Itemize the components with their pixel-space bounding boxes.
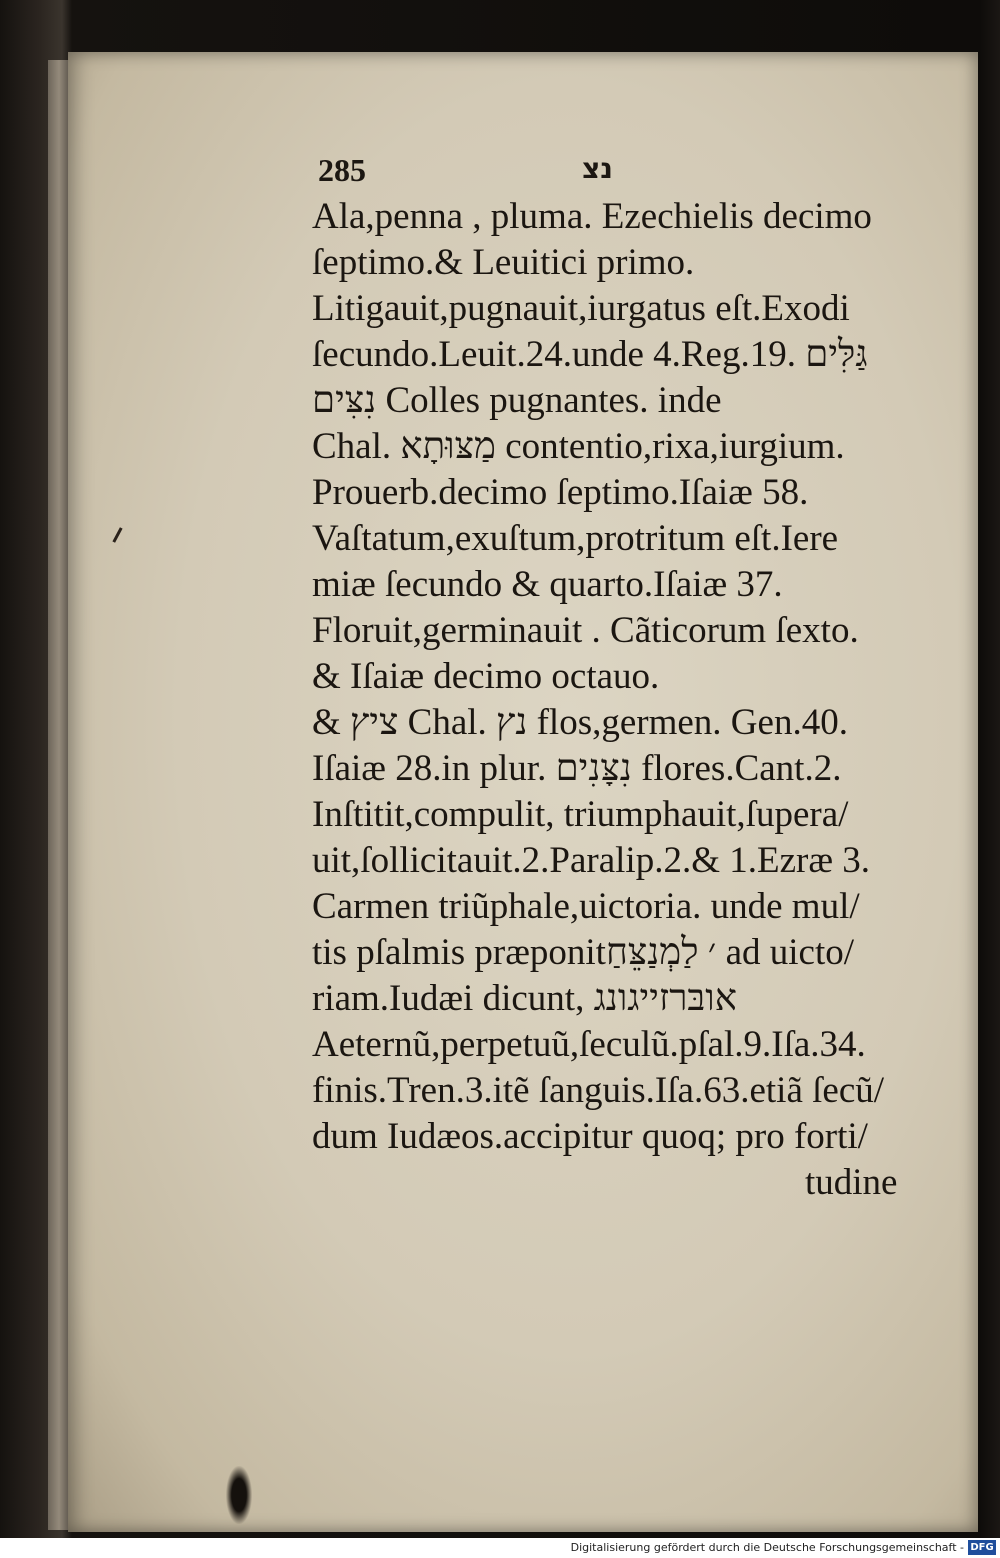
entry-text: Chal. מַצּוּתָא contentio,rixa,iurgium.	[312, 426, 845, 467]
entry-text: finis.Tren.3.itẽ ſanguis.Iſa.63.etiã ſecũ/	[312, 1070, 885, 1111]
entry-text: & Iſaiæ decimo octauo.	[312, 656, 660, 697]
entry-text: riam.Iudæi dicunt, אובּרזייגונג	[312, 978, 737, 1019]
dfg-logo-icon: DFG	[968, 1540, 996, 1555]
entry-text: Aeternũ,perpetuũ,ſeculũ.pſal.9.Iſa.34.	[312, 1024, 866, 1065]
entry-text: ſecundo.Leuit.24.unde 4.Reg.19. גַּלִּים	[312, 334, 868, 375]
entry-text: Ala,penna , pluma. Ezechielis decimo	[312, 196, 872, 237]
entry-text: Iſaiæ 28.in plur. נִצָּנִים flores.Cant.2.	[312, 748, 842, 789]
entry-text: Vaſtatum,exuſtum,protritum eſt.Iere	[312, 518, 839, 559]
entry-text: ſeptimo.& Leuitici primo.	[312, 242, 695, 283]
entry-text: Inſtitit,compulit, triumphauit,ſupera/	[312, 794, 849, 835]
ink-blot	[226, 1466, 252, 1524]
entry-text: נִצִּים Colles pugnantes. inde	[312, 380, 722, 421]
entry-text: Prouerb.decimo ſeptimo.Iſaiæ 58.	[312, 472, 809, 513]
entry-text: miæ ſecundo & quarto.Iſaiæ 37.	[312, 564, 783, 605]
entry-text: Litigauit,pugnauit,iurgatus eſt.Exodi	[312, 288, 850, 329]
page-edge	[48, 60, 70, 1530]
entry-text: Floruit,germinauit . Cãticorum ſexto.	[312, 610, 859, 651]
entry-text: Carmen triũphale,uictoria. unde mul/	[312, 886, 860, 927]
entry-text: tis pſalmis præponit׳ לַמְנַצֵּחַ ad uicto/	[312, 932, 855, 973]
entry-text: dum Iudæos.accipitur quoq; pro forti/	[312, 1116, 868, 1157]
digitization-footer	[0, 1538, 1000, 1558]
page-header	[0, 152, 1000, 192]
page-number: 285	[318, 152, 366, 188]
running-head: נצ	[582, 152, 613, 185]
catchword: tudine	[805, 1162, 898, 1203]
entry-text: uit,ſollicitauit.2.Paralip.2.& 1.Ezræ 3.	[312, 840, 870, 881]
funding-credit: Digitalisierung gefördert durch die Deutsche Forschungsgemeinschaft -	[570, 1541, 964, 1554]
entry-text: & ציץ Chal. נץ flos,germen. Gen.40.	[312, 702, 848, 743]
